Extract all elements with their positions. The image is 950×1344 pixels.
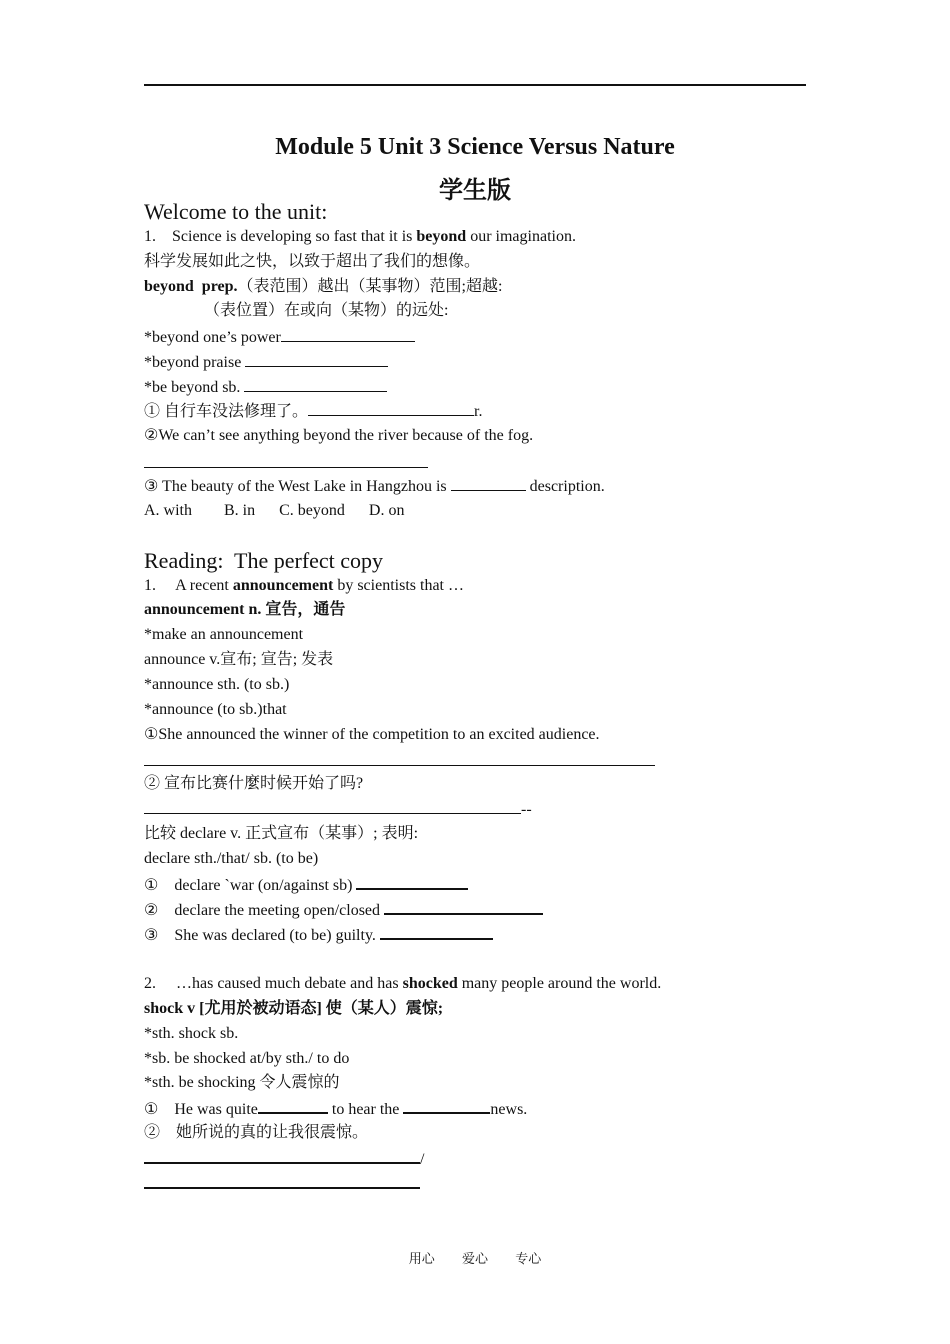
welcome-q1: 1. Science is developing so fast that it is beyond our imagination. (144, 228, 576, 245)
declare-example-3: ③ She was declared (to be) guilty. (144, 924, 493, 946)
answer-blank[interactable] (451, 476, 526, 491)
answer-blank[interactable] (356, 874, 468, 890)
beyond-definition: beyond prep.（表范围）越出（某事物）范围;超越: (144, 278, 503, 295)
reading-q2: 2. …has caused much debate and has shocked many people around the world. (144, 975, 662, 992)
answer-blank[interactable] (403, 1098, 490, 1114)
phrase-be-shocked: *sb. be shocked at/by sth./ to do (144, 1050, 350, 1067)
welcome-heading: Welcome to the unit: (144, 199, 328, 224)
answer-blank[interactable] (245, 352, 388, 367)
phrase-beyond-praise: *beyond praise (144, 352, 388, 373)
answer-line[interactable] (144, 765, 655, 766)
page-subtitle: 学生版 (439, 178, 511, 204)
page-title: Module 5 Unit 3 Science Versus Nature (275, 134, 675, 160)
declare-example-1: ① declare `war (on/against sb) (144, 874, 468, 896)
phrase-announce-sth: *announce sth. (to sb.) (144, 676, 290, 693)
answer-blank[interactable] (144, 799, 521, 814)
phrase-shock-sb: *sth. shock sb. (144, 1025, 239, 1042)
answer-blank[interactable] (244, 377, 387, 392)
answer-line[interactable] (144, 1187, 420, 1189)
declare-form: declare sth./that/ sb. (to be) (144, 850, 319, 867)
example-3: ③ The beauty of the West Lake in Hangzhou is description. (144, 478, 605, 495)
phrase-be-shocking: *sth. be shocking 令人震惊的 (144, 1074, 340, 1091)
announcement-definition: announcement n. 宣告，通告 (144, 601, 346, 618)
footer-word: 用心 (408, 1251, 435, 1266)
example-1: ① 自行车没法修理了。 r. (144, 403, 483, 420)
answer-blank[interactable] (380, 924, 493, 940)
page-footer (0, 1248, 950, 1267)
reading-q1: 1. A recent announcement by scientists that … (144, 577, 464, 594)
answer-blank[interactable] (281, 327, 415, 342)
phrase-make-announcement: *make an announcement (144, 626, 304, 643)
phrase-announce-that: *announce (to sb.)that (144, 701, 287, 718)
phrase-beyond-sb: *be beyond sb. (144, 377, 387, 398)
reading-heading: Reading: The perfect copy (144, 548, 384, 573)
announce-example-2: ② 宣布比赛什麼时候开始了吗? (144, 775, 364, 792)
beyond-definition-2: （表位置）在或向（某物）的远处: (204, 302, 449, 319)
answer-blank[interactable] (258, 1098, 328, 1114)
answer-blank[interactable] (308, 401, 474, 416)
answer-blank[interactable] (144, 1148, 420, 1164)
announce-example-1: ①She announced the winner of the competition to an excited audience. (144, 726, 600, 743)
example-2: ②We can’t see anything beyond the river because of the fog. (144, 427, 534, 444)
shock-example-2-answer: / (144, 1148, 424, 1170)
example-3-options: A. with B. in C. beyond D. on (144, 502, 405, 519)
shock-example-2: ② 她所说的真的让我很震惊。 (144, 1124, 369, 1141)
shock-example-1: ① He was quite to hear the news. (144, 1098, 527, 1120)
declare-compare: 比较 declare v. 正式宣布（某事）; 表明: (144, 825, 419, 842)
announce-example-2-answer: -- (144, 799, 532, 820)
phrase-beyond-power: *beyond one’s power (144, 327, 415, 348)
footer-word: 专心 (515, 1251, 542, 1266)
answer-line[interactable] (144, 467, 428, 468)
footer-word: 爱心 (461, 1251, 488, 1266)
header-rule (144, 84, 806, 86)
announce-definition: announce v.宣布; 宣告; 发表 (144, 651, 334, 668)
welcome-q1-translation: 科学发展如此之快，以致于超出了我们的想像。 (144, 253, 481, 270)
answer-blank[interactable] (384, 899, 543, 915)
declare-example-2: ② declare the meeting open/closed (144, 899, 543, 921)
shock-definition: shock v [尤用於被动语态] 使（某人）震惊; (144, 1000, 444, 1017)
